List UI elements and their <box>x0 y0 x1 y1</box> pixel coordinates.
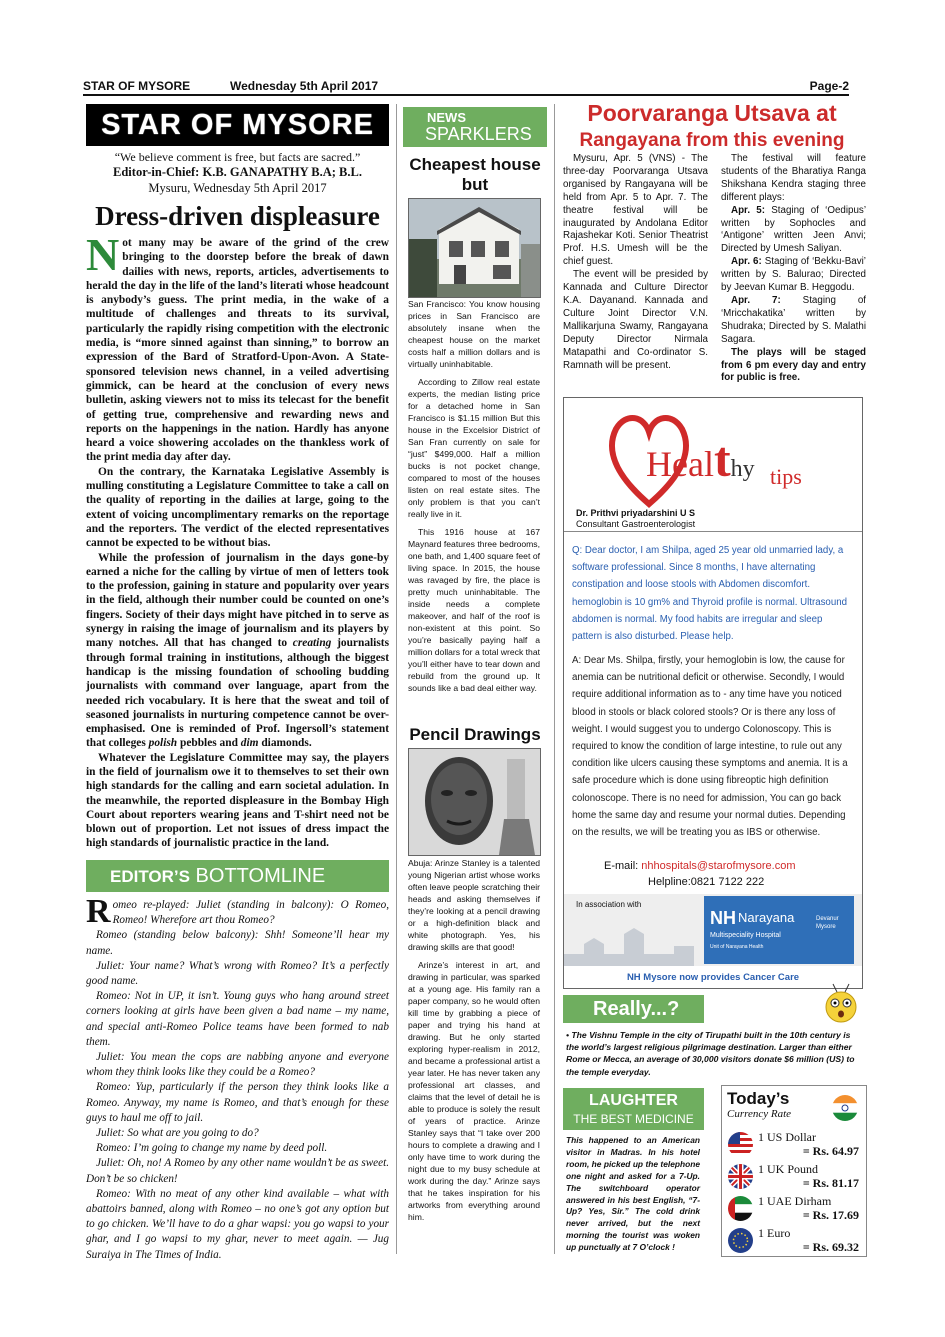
hospital-loc1: Devanur <box>816 916 839 922</box>
editorial-p4: Whatever the Legislature Committee may say, the players in the field of journalism owe it to themselves to set their own high standards for the calling and earn societal adulation. In the meanwhile, the reported displeasure in the Bombay High Court about reporters wearing jeans and T-shirt need not be blown out of proportion. Let not issues of dress impact the high standards of journalistic practice in the land. <box>86 751 389 850</box>
motto: “We believe comment is free, but facts are sacred.” <box>114 150 361 164</box>
currency-unit: 1 US Dollar <box>758 1130 816 1144</box>
story2-body: Abuja: Arinze Stanley is a talented young Nigerian artist whose works often leave people scratching their heads and asking themselves if they’re looking at a pencil drawing or a high-definition black and white photograph. Yes, his drawing skills are that good! Arinze’s interest in art, and drawing in particular, was sparked at a young age. His family ran a paper company, so he would often kill time by grabbing a piece of paper and trying his hand at drawing. But he only started exploring hyper-realism in 2012, and became a professional artist a year later. He has never taken any professional art classes, and claims that the level of detail he is able to produce is solely the result of years of practice. Arinze Stanley says that “I take over 200 hours to complete a drawing and I only have time to work during the night due to my busy schedule at work during the day.” Arinze says that he takes inspiration for his artworks from everything around him. <box>408 858 540 1222</box>
helpline: Helpline:0821 7122 222 <box>648 876 765 888</box>
page-number: Page-2 <box>809 79 849 93</box>
editorial-p1: ot many may be aware of the grind of the crew bringing to the doorstep before the break of dawn dailies with news, reports, articles, advertisements to herald the day in the life of the land’s literati whose headcount is anybody’s guess. The print media, in the wake of a multitude of challenges and threats to its survival, particularly the rapidly rising competition with the electronic media, is “more sinned against than sinning,” to borrow an expression of the Bard of Stratford-Upon-Avon. A State-sponsored television news channel, in a veiled advertising gimmick, can be heard at the conclusion of every news bulletin, asking viewers not to miss its telecast for the benefit of getting true, comprehensive and rewarding news and reports on the happenings in the nation. Hardly has anyone heard a voice showering accolades on the thankless work of the print media day after day. <box>86 237 390 464</box>
bottomline-body: Romeo re-played: Juliet (standing in balcony): O Romeo, Romeo! Wherefore art thou Romeo? Romeo (standing below balcony): Shh! Someone’ll hear my name. Juliet: Your name? What’s wrong with Romeo? It’s a perfectly good name. Romeo: Not in UP, it isn’t. Young guys who hang around street corners looking at girls have been given a bad name – my name, and special anti-Romeo Police teams have been formed to nab them. Juliet: You mean the cops are nabbing anyone and everyone whom they think looks like they could be a Romeo? Romeo: Yup, particularly if the person they think looks like a Romeo. Anyway, my name is Romeo, and that’s enough for these guys to haul me off to jail. Juliet: So what are you going to do? Romeo: I’m going to change my name by deed poll. Juliet: Oh, no! A Romeo by any other name wouldn’t be as sweet. Don’t be so chicken! Romeo: With no meat of any other kind available – what with abattoirs banned, along with Romeo – no one’s got any option but to go chicken. We’ll have to do a ghar wapsi: you go wapsi to your ghar, and I go wapsi to my ghar, never to meet again. — Jug Suraiya in The Times of India. <box>86 893 389 1261</box>
bottomline-banner-bold: EDITOR’S <box>110 867 190 886</box>
utsava-title-line1: Poorvaranga Utsava at <box>587 100 837 126</box>
header-date: Wednesday 5th April 2017 <box>230 79 379 93</box>
narayana-logo <box>704 896 854 964</box>
city-skyline-icon <box>564 924 704 966</box>
currency-title: Today’s <box>727 1089 790 1108</box>
hospital-unit: Unit of Narayana Health <box>710 944 764 950</box>
bottomline-banner-rest: BOTTOMLINE <box>189 865 326 887</box>
currency-value: = Rs. 81.17 <box>802 1176 859 1190</box>
page-header <box>83 79 849 93</box>
masthead-title: STAR OF MYSORE <box>101 109 374 141</box>
currency-value: = Rs. 69.32 <box>802 1240 859 1254</box>
editorial-p3: While the profession of journalism in the days gone-by earned a niche for the calling by virtue of men of letters took to the profession, gaining in stature and popularity over years in the field, although their number could be counted on one’s fingers. Society of their days might have pitched in to serve as synergy in raising the image of journalism and its players by many notches. All that has changed to creating journalists through formal training in institutions, although the biggest handicap is the missing foundation of schooling budding journalists with command over language, apart from the needed rich vocabulary. It is here that the sweat and toil of seasoned journalists in nurturing competence cannot be over-emphasised. One is reminded of Prof. Ingersoll’s statement that colleges polish pebbles and dim diamonds. <box>86 551 390 750</box>
editor-line: Editor-in-Chief: K.B. GANAPATHY B.A; B.L. <box>113 165 362 179</box>
house-image <box>409 199 540 297</box>
laughter-banner-sub: THE BEST MEDICINE <box>573 1112 694 1126</box>
news-sparklers-banner <box>403 107 547 147</box>
sparklers-banner-news: NEWS <box>427 110 466 125</box>
healthy-logo-text: Healthy <box>646 431 755 487</box>
hospital-loc2: Mysore <box>816 924 836 930</box>
column-divider <box>396 104 397 1254</box>
dateline: Mysuru, Wednesday 5th April 2017 <box>148 181 327 195</box>
us-flag-icon <box>728 1132 753 1157</box>
paper-name: STAR OF MYSORE <box>83 79 191 93</box>
utsava-title-line2: Rangayana from this evening <box>579 130 845 151</box>
hospital-sub: Multispeciality Hospital <box>710 932 781 939</box>
currency-value: = Rs. 64.97 <box>802 1144 859 1158</box>
masthead <box>86 104 389 146</box>
currency-row-eur <box>726 1226 861 1256</box>
story2-title: Pencil Drawings <box>409 725 541 744</box>
portrait-drawing-image <box>409 749 540 855</box>
column-divider <box>554 104 555 1254</box>
cancer-care-footer: NH Mysore now provides Cancer Care <box>626 972 800 983</box>
utsava-column-b: The festival will feature students of the Bharatiya Ranga Shikshana Kendra staging three different plays: Apr. 5: Staging of ‘Oedipus’ written by Sophocles and ‘Antigone’ written Jeen Anvi; Directed by Umesh Saliyan. Apr. 6: Staging of ‘Bekku-Bavi’ written by S. Balurao; Directed by Jeevan Kumar B. Heggodu. Apr. 7: Staging of ‘Mricchakatika’ written by Shudraka; Directed by S. Malathi Sagara. The plays will be staged from 6 pm every day and entry for public is free. <box>721 153 866 384</box>
answer-text: A: Dear Ms. Shilpa, firstly, your hemoglobin is low, the cause for anemia can be nutritional deficit or otherwise. Secondly, I would require additional information as to - any time have you noticed blood in stools or black colored stools? Or is there any loss of weight. I would suggest you to undergo Colonoscopy. This is required to know the condition of large intestine, to rule out any condition like ulcers causing these symptoms and anemia. It is a safe procedure which is done using fibreoptic high definition colonoscope. There is no need for admission, You can go back home the same day and resume your normal duties. Depending on the results, we will be treating you as IBS or otherwise. <box>572 655 848 839</box>
uk-flag-icon <box>728 1164 753 1189</box>
really-text: • The Vishnu Temple in the city of Tirupathi built in the 10th century is the world’s largest religious pilgrimage destination. Larger than either Rome or Mecca, an average of 30,000 visitors donate $6 million (US) to the temple everyday. <box>566 1030 855 1077</box>
tips-logo-text: tips <box>770 464 802 489</box>
editorial-dropcap: N <box>86 229 120 280</box>
email-link[interactable]: nhhospitals@starofmysore.com <box>641 860 796 872</box>
association-label: In association with <box>576 900 642 909</box>
currency-unit: 1 Euro <box>758 1226 791 1240</box>
really-banner: Really...? <box>563 995 704 1023</box>
bottomline-banner <box>86 860 389 892</box>
laughter-banner <box>563 1088 704 1130</box>
bottomline-dropcap: R <box>86 893 111 930</box>
currency-unit: 1 UAE Dirham <box>758 1194 832 1208</box>
divider <box>564 531 862 532</box>
laughter-text: This happened to an American visitor in Madras. In his hotel room, he picked up the telephone one night and asked for a 7-Up. The switchboard operator answered in his best English, “7-Up? Yes, Sir.” The cold drink never arrived, but the next morning the tourist was woken up punctually at 7 O’clock ! <box>566 1135 700 1253</box>
story1-title: Cheapest house but <box>409 155 541 194</box>
doctor-designation: Consultant Gastroenterologist <box>576 519 696 529</box>
currency-row-gbp <box>726 1162 861 1192</box>
email-line: E-mail: nhhospitals@starofmysore.com <box>604 860 796 872</box>
healthy-tips-ad <box>563 397 863 989</box>
house-photo <box>408 198 541 298</box>
story1-body: San Francisco: You know housing prices in San Francisco are absolutely insane when the cheapest house on the market costs half a million dollars and is virtually uninhabitable. According to Zillow real estate experts, the median listing price for a detached home in San Francisco is $1.15 million But this house in the Excelsior District of San Fran currently on sale for “just” $499,000. Half a million bucks is not pocket change, compared to most of the houses listen on real estate sites. The only problem is that you can’t really live in it. This 1916 house at 167 Maynard features three bedrooms, one bath, and 1,400 square feet of living space. In 2015, the house was ravaged by fire, the place is pretty much uninhabitable. The inside needs a complete makeover, and half of the roof is non-existent at this point. So you’re basically paying half a million dollars for a total wreck that you’ll either have to tear down and rebuild from the ground up. It sounds like a bad deal either way. <box>408 299 540 693</box>
nh-mark: NH <box>710 908 736 928</box>
editorial-body <box>86 229 390 851</box>
india-flag-icon <box>831 1094 859 1122</box>
doctor-name: Dr. Prithvi priyadarshini U S <box>576 508 696 518</box>
editorial-p2: On the contrary, the Karnataka Legislative Assembly is mulling constituting a Legislature Committee to take a call on the quality of reporting in the dailies at large, going to the extent of voicing uncomplimentary remarks on the reportage and the reporters. The verdict of the elected representatives cannot be expected to be without bias. <box>86 465 389 550</box>
eu-flag-icon <box>728 1228 753 1253</box>
currency-unit: 1 UK Pound <box>758 1162 819 1176</box>
editorial-headline: Dress-driven displeasure <box>95 201 380 231</box>
currency-row-aed <box>726 1194 861 1224</box>
uae-flag-icon <box>728 1196 753 1221</box>
question-text: Q: Dear doctor, I am Shilpa, aged 25 year old unmarried lady, a software professional. Since 8 months, I have alternating constipation and loose stools with Abdomen discomfort. hemoglobin is 10 gm% and Thyroid profile is normal. Ultrasound abdomen is normal. My food habits are irregular and sleep pattern is also disturbed. Please help. <box>572 545 847 643</box>
utsava-column-a: Mysuru, Apr. 5 (VNS) - The three-day Poorvaranga Utsava organised by Rangayana will be held from Apr. 5 to Apr. 7. The theatre festival will be inaugurated by Andolana Editor Rajashekar Koti. Senior Theatrist Prof. H.S. Umesh will be the chief guest. The event will be presided by Kannada and Culture Director K.A. Dayanand. Kannada and Culture Joint Director V.N. Mallikarjuna Swamy, Rangayana Deputy Director Nirmala Matapathi and Co-ordinator S. Ramnath will be present. <box>563 153 708 371</box>
surprised-face-icon <box>823 983 859 1027</box>
association-strip <box>564 894 862 966</box>
pencil-drawing-photo <box>408 748 541 856</box>
header-rule <box>83 94 849 96</box>
sparklers-banner-sparklers: SPARKLERS <box>425 124 532 144</box>
currency-subtitle: Currency Rate <box>727 1108 792 1120</box>
currency-value: = Rs. 17.69 <box>802 1208 859 1222</box>
laughter-banner-title: LAUGHTER <box>589 1092 678 1109</box>
currency-row-usd <box>726 1130 861 1160</box>
hospital-name: Narayana <box>738 910 795 925</box>
